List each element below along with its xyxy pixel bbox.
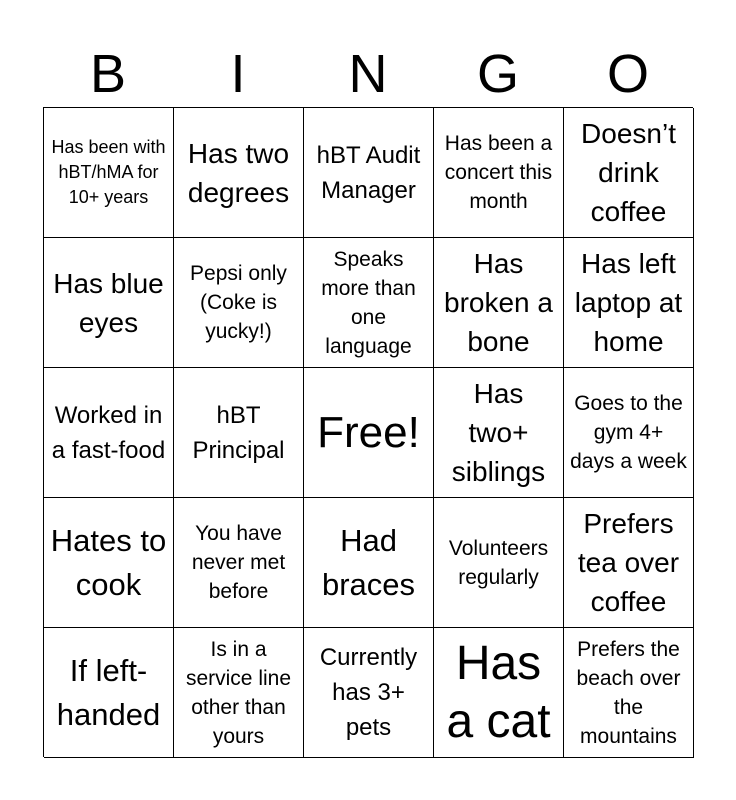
header-letter-g: G: [476, 44, 519, 104]
bingo-cell[interactable]: hBT Principal: [174, 368, 304, 498]
bingo-cell[interactable]: Has been with hBT/hMA for 10+ years: [44, 108, 174, 238]
bingo-cell[interactable]: Has blue eyes: [44, 238, 174, 368]
bingo-cell[interactable]: Speaks more than one language: [304, 238, 434, 368]
header-letter-o: O: [606, 44, 649, 104]
bingo-cell[interactable]: Doesn’t drink coffee: [564, 108, 694, 238]
bingo-cell[interactable]: hBT Audit Manager: [304, 108, 434, 238]
bingo-cell[interactable]: Is in a service line other than yours: [174, 628, 304, 758]
bingo-cell[interactable]: Has two degrees: [174, 108, 304, 238]
bingo-grid: [43, 107, 693, 757]
bingo-cell[interactable]: Goes to the gym 4+ days a week: [564, 368, 694, 498]
bingo-cell[interactable]: Pepsi only (Coke is yucky!): [174, 238, 304, 368]
bingo-cell[interactable]: Has two+ siblings: [434, 368, 564, 498]
bingo-cell[interactable]: Has left laptop at home: [564, 238, 694, 368]
header-letter-i: I: [230, 44, 246, 104]
bingo-cell-free[interactable]: Free!: [304, 368, 434, 498]
bingo-cell[interactable]: Prefers the beach over the mountains: [564, 628, 694, 758]
bingo-cell[interactable]: Hates to cook: [44, 498, 174, 628]
bingo-cell[interactable]: Had braces: [304, 498, 434, 628]
header-letter-b: B: [89, 44, 127, 104]
header-letter-n: N: [348, 44, 388, 104]
bingo-header: [43, 40, 693, 108]
bingo-cell[interactable]: Has been a concert this month: [434, 108, 564, 238]
bingo-cell[interactable]: Volunteers regularly: [434, 498, 564, 628]
bingo-cell[interactable]: Has a cat: [434, 628, 564, 758]
bingo-cell[interactable]: You have never met before: [174, 498, 304, 628]
bingo-cell[interactable]: Prefers tea over coffee: [564, 498, 694, 628]
bingo-cell[interactable]: Worked in a fast-food: [44, 368, 174, 498]
bingo-cell[interactable]: Currently has 3+ pets: [304, 628, 434, 758]
bingo-cell[interactable]: If left-handed: [44, 628, 174, 758]
bingo-cell[interactable]: Has broken a bone: [434, 238, 564, 368]
